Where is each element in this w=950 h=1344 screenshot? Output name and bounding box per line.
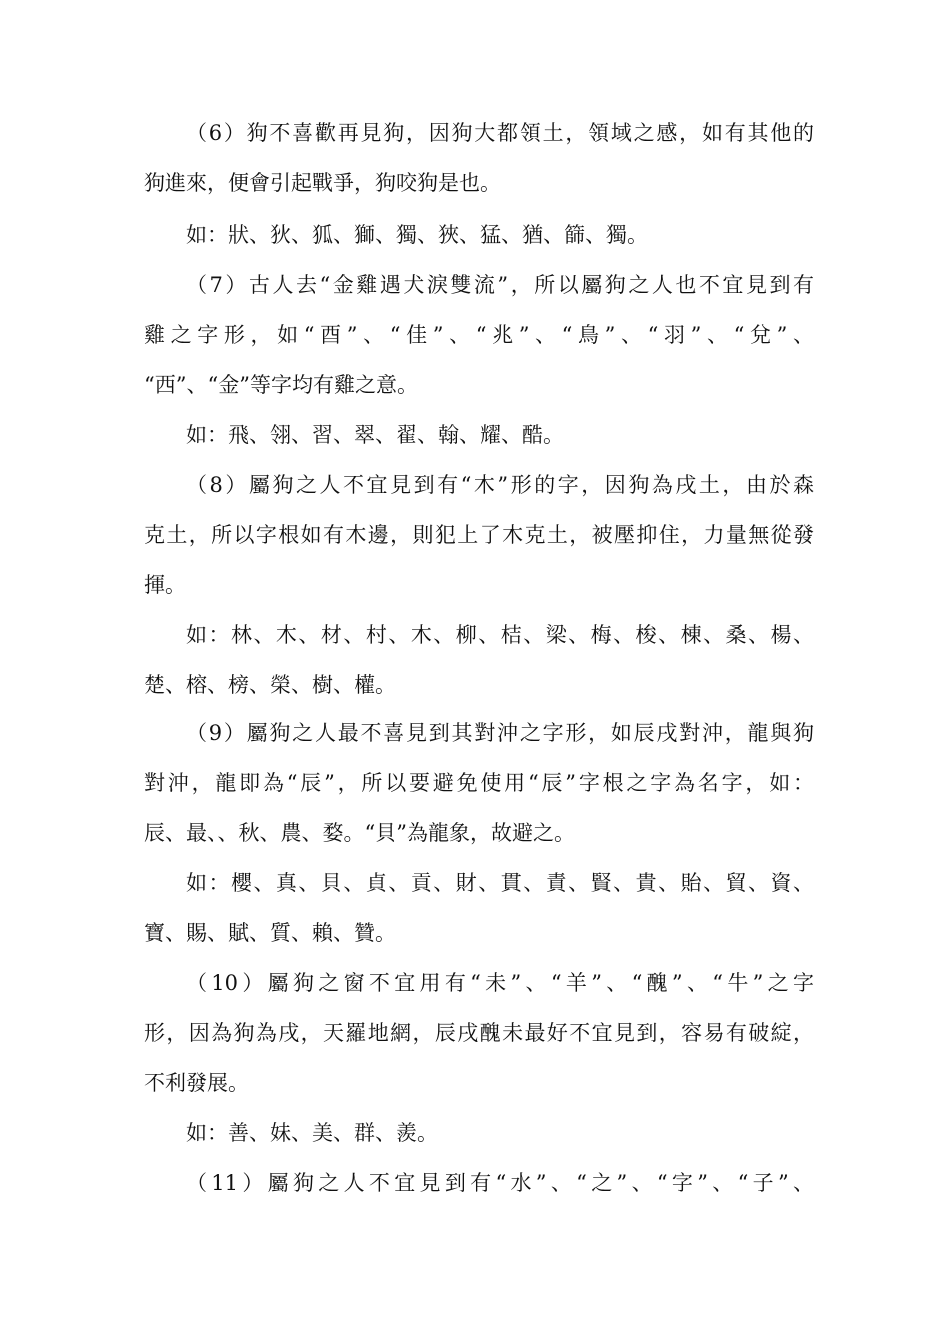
paragraph-9-line-3: 辰、最、、秋、農、婺。“貝”為龍象，故避之。 [144, 821, 575, 845]
paragraph-6-line-2: 狗進來，便會引起戰爭，狗咬狗是也。 [144, 171, 501, 195]
example-8-line-1: 如：林、木、材、村、木、柳、桔、梁、梅、梭、棟、桑、楊、 [186, 623, 814, 647]
paragraph-9-line-2: 對沖，龍即為“辰”，所以要避免使用“辰”字根之字為名字，如： [144, 771, 814, 795]
example-6: 如：狀、狄、狐、獅、獨、狹、猛、猶、篩、獨。 [186, 223, 648, 247]
example-10: 如：善、妹、美、群、羨。 [186, 1121, 438, 1145]
paragraph-7-line-1: （7）古人去“金雞遇犬淚雙流”，所以屬狗之人也不宜見到有 [186, 273, 814, 297]
example-7: 如：飛、翎、習、翠、翟、翰、耀、酷。 [186, 423, 564, 447]
example-9-line-2: 寶、賜、賦、質、賴、贊。 [144, 921, 396, 945]
paragraph-8-line-3: 揮。 [144, 573, 186, 597]
example-9-line-1: 如：櫻、真、貝、貞、貢、財、貫、責、賢、貴、貽、貿、資、 [186, 871, 814, 895]
paragraph-7-line-3: “西”、“金”等字均有雞之意。 [144, 373, 418, 397]
paragraph-6-line-1: （6）狗不喜歡再見狗，因狗大都領土，領域之感，如有其他的 [186, 121, 814, 145]
paragraph-10-line-3: 不利發展。 [144, 1071, 249, 1095]
paragraph-9-line-1: （9）屬狗之人最不喜見到其對沖之字形，如辰戌對沖，龍與狗 [186, 721, 814, 745]
paragraph-10-line-1: （10）屬狗之窗不宜用有“未”、“羊”、“醜”、“牛”之字 [186, 971, 814, 995]
example-8-line-2: 楚、榕、榜、榮、樹、權。 [144, 673, 396, 697]
paragraph-8-line-1: （8）屬狗之人不宜見到有“木”形的字，因狗為戌土，由於森 [186, 473, 814, 497]
paragraph-10-line-2: 形，因為狗為戌，天羅地網，辰戌醜未最好不宜見到，容易有破綻， [144, 1021, 814, 1045]
paragraph-11-line-1: （11）屬狗之人不宜見到有“水”、“之”、“字”、“子”、 [186, 1171, 814, 1195]
paragraph-7-line-2: 雞之字形，如“酉”、“佳”、“兆”、“鳥”、“羽”、“兌”、 [144, 323, 814, 347]
paragraph-8-line-2: 克土，所以字根如有木邊，則犯上了木克土，被壓抑住，力量無從發 [144, 523, 814, 547]
